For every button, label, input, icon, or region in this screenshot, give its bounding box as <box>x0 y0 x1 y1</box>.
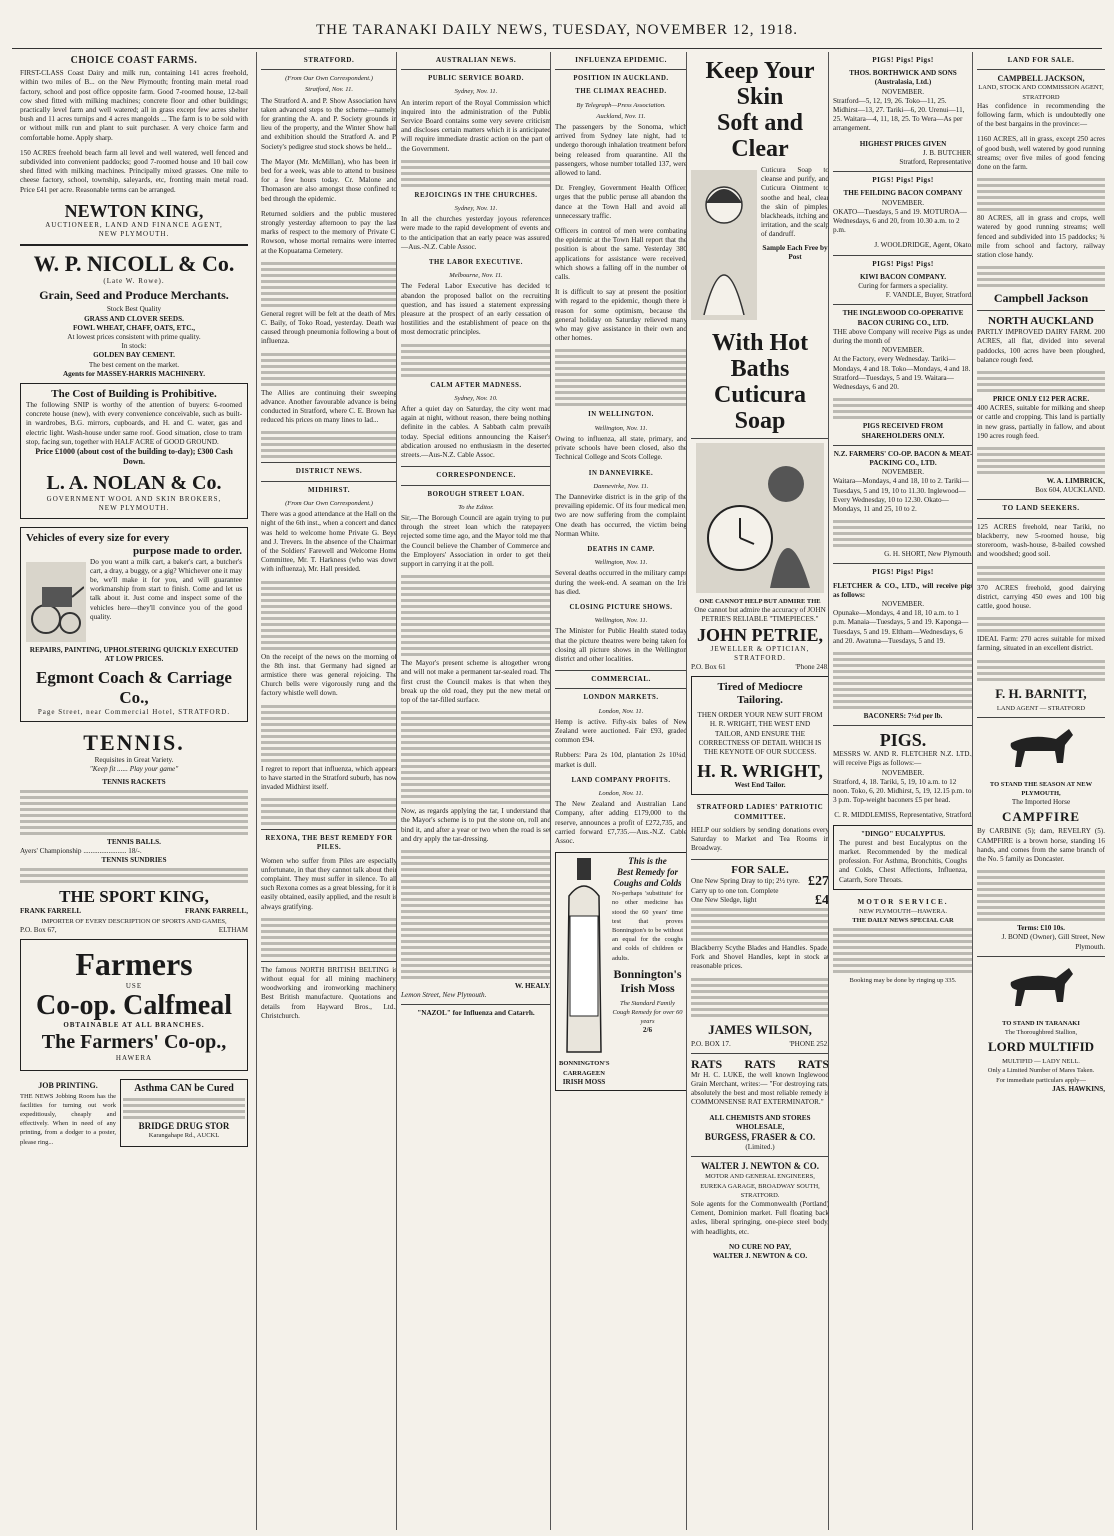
fielding-month: NOVEMBER. <box>881 198 925 207</box>
cuticura-heading-4: Cuticura Soap <box>714 382 806 434</box>
campfire-text: By CARBINE (5); dam, REVELRY (5). CAMPFIRE is a brown horse, standing 16 hands, and comes from the same branch of the No. 5 family as Doncaster. <box>977 827 1105 863</box>
letter-signature: W. HEALY. <box>514 981 551 990</box>
tennis-sundries: TENNIS SUNDRIES <box>101 856 167 865</box>
calm-dateline: Sydney, Nov. 10. <box>454 394 498 402</box>
to-the-editor: To the Editor. <box>458 503 494 511</box>
petrie-phone: 'Phone 248. <box>795 663 829 672</box>
buggy-icon <box>28 567 84 637</box>
picture-shows-text: The Minister for Public Health stated today that the picture theatres were being taken for closing all picture shows in the Wellington district and other localities. <box>555 627 687 663</box>
letter-address: Lemon Street, New Plymouth. <box>401 991 487 1000</box>
bottle-irish-moss: IRISH MOSS <box>562 1077 606 1086</box>
tennis-sub: Requisites in Great Variety. <box>94 756 174 765</box>
sale-price-1: £27 <box>808 874 829 890</box>
bonnington-text: No-perhaps 'substitute' for no other medicine has stood the 60 years' time test that proves Bonnington's to be without an equal for the coughs and colds of children or adults. <box>612 890 683 962</box>
inglewood-text: THE above Company will receive Pigs as under during the month of <box>833 327 973 346</box>
belting-ad: The famous NORTH BRITISH BELTING is without equal for all mining machinery, woodworking and ironworking machinery. Best British manufacture. Quotations and details from Hayward Bros., Ltd., Christchurch. <box>261 965 397 1020</box>
australian-news-heading: AUSTRALIAN NEWS. <box>435 56 517 64</box>
bonnington-price: 2/6 <box>642 1026 653 1035</box>
column-1 <box>20 52 248 1530</box>
cj-sub: LAND, STOCK AND COMMISSION AGENT, STRATFORD <box>978 84 1104 101</box>
vehicles-text: Do you want a milk cart, a baker's cart, a butcher's cart, a dray, a buggy, or a gig? Whichever one it may be, we'll make it for you, and will guarantee workmanship from start to finish. Come and let us talk about it. Just come and inspect some of the vehicles here—they'll convince you of the good quality. <box>90 557 242 621</box>
imported-horse: The Imported Horse <box>1011 798 1071 807</box>
watch-tag: ONE CANNOT HELP BUT ADMIRE THE <box>699 598 821 605</box>
sport-king-name: THE SPORT KING, <box>59 887 209 907</box>
column-4 <box>550 52 687 1530</box>
wellington-text: Owing to influenza, all state, primary, and private schools have been closed, also the Technical College and Scots College. <box>555 434 687 462</box>
borthwick-agent-sub: Stratford, Representative. <box>899 158 973 167</box>
nicoll-cement: GOLDEN BAY CEMENT. <box>93 351 175 360</box>
rats-text: Mr H. C. LUKE, the well known Inglewood Grain Merchant, writes:— "For destroying rats, absolutely the best and most reliable remedy is COMMONSENSE RAT EXTERMINATOR." <box>691 1070 829 1107</box>
sport-town: ELTHAM <box>218 925 248 934</box>
tennis-sundries-list <box>20 868 248 883</box>
bottle-brand: BONNINGTON'S CARRAGEEN <box>559 1060 610 1077</box>
borthwick-prices: HIGHEST PRICES GIVEN <box>859 139 947 148</box>
borthwick-agent: J. B. BUTCHER, <box>922 148 973 157</box>
bonnington-name: Bonnington's Irish Moss <box>613 966 682 995</box>
farms-heading: CHOICE COAST FARMS. <box>70 55 198 66</box>
pigs-banner-2: PIGS! Pigs! Pigs! <box>872 176 934 185</box>
climax-heading: THE CLIMAX REACHED. <box>575 88 667 96</box>
for-sale-heading: FOR SALE. <box>731 864 789 877</box>
pocket-watch-icon <box>700 448 820 588</box>
stand-season: TO STAND THE SEASON AT NEW PLYMOUTH, <box>989 780 1093 797</box>
pigs-month: NOVEMBER. <box>881 768 925 777</box>
newton-footer: WALTER J. NEWTON & CO. <box>712 1251 808 1260</box>
jobbing-heading: JOB PRINTING. <box>38 1080 98 1090</box>
motor-table-head: THE DAILY NEWS SPECIAL CAR <box>852 917 954 925</box>
nz-farmers-month: NOVEMBER. <box>881 468 925 477</box>
tennis-price-list <box>20 790 248 835</box>
bonnington-tag-1: This is the <box>628 856 667 867</box>
nicoll-grass: GRASS AND CLOVER SEEDS. <box>84 314 184 323</box>
woman-icon <box>694 175 754 315</box>
wright-sub: West End Tailor. <box>734 781 786 790</box>
petrie-sub: JEWELLER & OPTICIAN, <box>710 644 810 653</box>
labor-heading: THE LABOR EXECUTIVE. <box>428 259 524 267</box>
dingo-ad <box>833 825 973 890</box>
public-service-text: An interim report of the Royal Commission which inquired into the administration of the Public Service Board contains some very severe criticism and discloses certain matters which it is anticipated will require immediate drastic action on the part of the Government. <box>401 98 551 153</box>
wellington-dateline: Wellington, Nov. 11. <box>594 424 648 432</box>
rats-2: RATS <box>744 1056 776 1071</box>
midhirst-para-3: I regret to report that influenza, which appears to have started in the Stratford suburb, has now invaded Midhirst itself. <box>261 764 397 791</box>
no-cure-no-pay: NO CURE NO PAY, <box>728 1242 792 1251</box>
stratford-para-5: The Allies are continuing their sweeping advance. Another favourable advance is being conducted in Stratford, where C. E. Brown has reduced his prices on many lines to lad... <box>261 388 397 425</box>
cj-1160: 1160 ACRES, all in grass, except 250 acres of good bush, well watered by good running streams; over five miles of good fencing done on the farm. <box>977 135 1105 172</box>
nicoll-best: The best cement on the market. <box>88 360 180 369</box>
borthwick-schedule: Stratford—5, 12, 19, 26. Toko—11, 25. Midhirst—13, 27. Tariki—6, 20. Urenui—11, 25. Waitara—4, 11, 18, 25. To Wera—As per arrangement. <box>833 96 965 133</box>
kiwi-sub: Curing for farmers a speciality. <box>858 282 948 291</box>
tennis-rackets: TENNIS RACKETS <box>102 777 166 786</box>
kiwi-name: KIWI BACON COMPANY. <box>859 272 947 281</box>
land-company-dateline: London, Nov. 11. <box>598 789 644 797</box>
petrie-name: JOHN PETRIE, <box>696 624 824 645</box>
chemists: ALL CHEMISTS AND STORES WHOLESALE, <box>709 1113 811 1131</box>
farmers-coop-name: The Farmers' Co-op., <box>41 1031 227 1054</box>
wright-name: H. R. WRIGHT, <box>697 761 823 782</box>
deaths-text: Several deaths occurred in the military camps during the week-end. A seaman on the Iris has died. <box>555 569 687 596</box>
land-for-sale-heading: LAND FOR SALE. <box>1007 56 1075 64</box>
rexona-heading: REXONA, THE BEST REMEDY FOR PILES. <box>265 835 393 852</box>
rexona-text: Women who suffer from Piles are especially unfortunate, in that they cannot talk about their complaint. They must suffer in silence. To all such Rexona comes as a great blessing, for it is easily obtained, easily applied, and the result is always gratifying. <box>261 856 397 911</box>
press-association: By Telegraph—Press Association. <box>576 101 666 109</box>
watch-text: One cannot but admire the accuracy of JOHN PETRIE'S RELIABLE "TIMEPIECES." <box>694 606 826 624</box>
cuticura-heading-1: Keep Your Skin <box>705 58 815 110</box>
cuticura-text: Cuticura Soap to cleanse and purify, and Cuticura Ointment to soothe and heal, clear the skin of pimples, blackheads, itching and irritation, and the scalp of dandruff. <box>761 166 829 239</box>
limbrick-name: W. A. LIMBRICK, <box>1046 477 1105 486</box>
inglewood-month: NOVEMBER. <box>881 346 925 355</box>
seekers-125: 125 ACRES freehold, near Tariki, no blackberry, new 5-roomed house, big storeroom, wash-house, 8-bailed cowshed and woodshed; good soil. <box>977 522 1105 559</box>
nz-farmers-agent: G. H. SHORT, New Plymouth. <box>884 550 973 559</box>
land-company-heading: LAND COMPANY PROFITS. <box>571 776 671 784</box>
stratford-dateline: Stratford, Nov. 11. <box>304 86 354 94</box>
dingo-heading: "DINGO" EUCALYPTUS. <box>861 829 945 838</box>
dingo-text: The purest and best Eucalyptus on the market. Recommended by the medical profession. For Asthma, Bronchitis, Coughs and Colds, Chest Affections, Influenza, Catarrh, Sore Throats. <box>839 838 967 884</box>
petrie-illustration <box>696 443 824 593</box>
vehicles-heading: Vehicles of every size for every <box>26 531 170 544</box>
midhirst-para-2: On the receipt of the news on the morning of the 8th inst. that Germany had signed an armistice there was general rejoicing. The Church bells were vigorously rung and the factory whistle well down. <box>261 652 397 698</box>
farmers-town: HAWERA <box>115 1054 153 1063</box>
newton-king-town: NEW PLYMOUTH. <box>98 230 170 239</box>
bonnington-tag-3: Coughs and Colds <box>613 878 682 889</box>
cost-text: The following SNIP is worthy of the attention of buyers: 6-roomed concrete house (new), with every convenience conceivable, such as built-in wardrobes, B.G. mirrors, cupboards, and H. and C. water, gas and electric light. Wash-house under same roof. Good situation, close to tram stop, facing sun, together with HALF ACRE of GOOD GROUND. <box>26 401 242 446</box>
wilson-box: P.O. BOX 17. <box>691 1039 731 1048</box>
egmont-address: Page Street, near Commercial Hotel, STRATFORD. <box>37 707 231 716</box>
asthma-heading: Asthma CAN be Cured <box>134 1082 234 1094</box>
lord-only: Only a Limited Number of Mares Taken. <box>987 1067 1095 1075</box>
column-6 <box>828 52 973 1530</box>
bottle-icon <box>559 856 609 1056</box>
fletcher-intro: FLETCHER & CO., LTD., will receive pigs as follows: <box>833 581 973 599</box>
column-5 <box>686 52 829 1530</box>
nicoll-agents: Agents for MASSEY-HARRIS MACHINERY. <box>62 369 206 378</box>
campfire-terms: Terms: £10 10s. <box>1017 924 1065 933</box>
fielding-schedule: OKATO—Tuesdays, 5 and 19. MOTUROA—Wednesdays, 6 and 20, from 10.30 a.m. to 2 p.m. <box>833 207 967 235</box>
bonnington-ad <box>555 852 687 1091</box>
wellington-heading: IN WELLINGTON. <box>588 411 654 419</box>
column-2 <box>256 52 397 1530</box>
egmont-name: Egmont Coach & Carriage Co., <box>36 667 232 707</box>
pigs-heading: PIGS. <box>879 730 927 751</box>
cuticura-sample: Sample Each Free by Post <box>762 243 828 261</box>
motor-heading: MOTOR SERVICE. <box>857 897 949 906</box>
cuticura-heading-2: Soft and Clear <box>716 110 804 162</box>
borthwick-name: THOS. BORTHWICK AND SONS (Australasia, Ltd.) <box>849 69 957 87</box>
fletcher-month: NOVEMBER. <box>881 599 925 608</box>
burgess-name: BURGESS, FRASER & CO. <box>704 1132 816 1143</box>
pigs-banner-4: PIGS! Pigs! Pigs! <box>872 568 934 577</box>
nicoll-late: (Late W. Rowe). <box>103 277 165 286</box>
rubber-text: Rubbers: Para 2s 10d, plantation 2s 10¼d, market is dull. <box>555 751 687 769</box>
labor-text: The Federal Labor Executive has decided to abandon the proposed ballot on the recruiting question, and has issued a statement expressing pleasure at the prospect of an early cessation of hostilities and the establishment of peace on the most democratic principles. <box>401 282 551 337</box>
auckland-heading: POSITION IN AUCKLAND. <box>573 75 669 83</box>
newton-text: Sole agents for the Commonwealth (Portland) Cement, Dominion market. Full floating back axles, liberal springing, one-piece steel body, with headlights, etc. <box>691 1199 829 1236</box>
nazol-ad: "NAZOL" for Influenza and Catarrh. <box>417 1009 535 1018</box>
asthma-shop: BRIDGE DRUG STOR <box>138 1120 230 1131</box>
burgess-limited: (Limited.) <box>745 1143 775 1152</box>
district-news-heading: DISTRICT NEWS. <box>295 467 363 476</box>
buggy-illustration <box>26 562 86 642</box>
nolan-sub: GOVERNMENT WOOL AND SKIN BROKERS, <box>46 495 222 504</box>
auckland-para-4: It is difficult to say at present the position with regard to the epidemic, though there is reason for some optimism, because the general holiday on Saturday relieved many who may give assistance in their own and other homes. <box>555 288 687 343</box>
newton-sub: MOTOR AND GENERAL ENGINEERS, <box>705 1173 815 1181</box>
fielding-agent: J. WOOLDRIDGE, Agent, Okato. <box>874 241 973 250</box>
lord-owner: JAS. HAWKINS, <box>1052 1084 1105 1093</box>
borough-loan-heading: BOROUGH STREET LOAN. <box>427 490 525 498</box>
land-seekers-heading: TO LAND SEEKERS. <box>1002 504 1080 513</box>
barnitt-name: F. H. BARNITT, <box>995 685 1087 701</box>
petrie-town: STRATFORD. <box>734 653 786 662</box>
bonnington-foot: The Standard Family Cough Remedy for over 60 years <box>612 999 683 1026</box>
pigs-banner-3: PIGS! Pigs! Pigs! <box>872 259 934 268</box>
campfire-name: CAMPFIRE <box>1001 809 1081 825</box>
london-dateline: London, Nov. 11. <box>598 707 644 715</box>
farmers-use: USE <box>125 981 143 990</box>
cost-price: Price £1000 (about cost of the building to-day); £300 Cash Down. <box>35 447 233 467</box>
nz-farmers-name: N.Z. FARMERS' CO-OP. BACON & MEAT-PACKING CO., LTD. <box>833 449 973 467</box>
dannevirke-heading: IN DANNEVIRKE. <box>588 469 654 477</box>
barnitt-sub: LAND AGENT — STRATFORD <box>996 704 1086 712</box>
rats-3: RATS <box>797 1056 829 1071</box>
petrie-box: P.O. Box 61 <box>691 663 726 672</box>
tennis-balls: TENNIS BALLS. <box>107 837 161 846</box>
cost-heading: The Cost of Building is Prohibitive. <box>51 388 217 401</box>
commercial-heading: COMMERCIAL. <box>591 675 651 684</box>
picture-shows-dateline: Wellington, Nov. 11. <box>594 617 648 625</box>
vehicles-repairs: REPAIRS, PAINTING, UPHOLSTERING QUICKLY EXECUTED AT LOW PRICES. <box>29 645 239 663</box>
lord-apply: For immediate particulars apply— <box>996 1076 1086 1084</box>
farms-text: FIRST-CLASS Coast Dairy and milk run, containing 141 acres freehold, within two miles of B... on the New Plymouth; fronting main metal road factory, school and post office opposite farm. Good 7-roomed house, 12-bail cow shed fitted with milking machines; concrete floor and other buildings; practically level farm and well watered; all in grass except few acres shelter bush and 11 acres turnips and 4 acres mangolds ... The farm is to be sold with or without milk run and plant to suit purchaser. A very choice farm and comfortable home. Apply sharp. <box>20 69 248 142</box>
nz-farmers-schedule: Waitara—Mondays, 4 and 18, 10 to 2. Tariki—Tuesdays, 5 and 19, 10 to 11.30. Inglewood—Every Wednesday, 10 to 12.30. Okato—Mondays, 11 and 25, 10 to 2. <box>833 477 969 513</box>
bonnington-tag-2: Best Remedy for <box>617 867 678 878</box>
horse-illustration-1 <box>1001 722 1081 776</box>
ladies-text: HELP our soldiers by sending donations every Saturday to Market and Tea Rooms in Broadway. <box>691 825 829 853</box>
calm-heading: CALM AFTER MADNESS. <box>430 381 522 389</box>
sport-box: P.O. Box 67, <box>20 925 57 934</box>
calm-text: After a quiet day on Saturday, the city went mad again at night, without reason, there being nothing definite in the cables. A Sabbath calm prevails today. Special editions announcing the Kaiser's abdication aroused no enthusiasm in the deserted streets.—Aus-N.Z. Cable Assoc. <box>401 405 551 460</box>
auckland-para-2: Dr. Frengley, Government Health Officer, urges that the public peruse all abandon the dance at the Town Hall and avoid all unnecessary traffic. <box>555 184 687 220</box>
inglewood-schedule: At the Factory, every Wednesday. Tariki—Mondays, 4 and 18. Toko—Mondays, 4 and 18. Stratford—Tuesdays, 5 and 19. Waitara—Wednesdays, 6 and 20. <box>833 355 971 392</box>
cj-80: 80 ACRES, all in grass and crops, well watered by good running streams; well fenced and subdivided into 15 paddocks; ¾ mile from school and factory, railway station close handy. <box>977 214 1105 260</box>
influenza-heading: INFLUENZA EPIDEMIC. <box>575 56 667 64</box>
tennis-slogan: "Keep fit ...... Play your game" <box>89 765 179 774</box>
campfire-owner: J. BOND (Owner), Gill Street, New Plymouth. <box>1001 933 1105 951</box>
sport-right: FRANK FARRELL, <box>185 907 248 916</box>
hemp-text: Hemp is active. Fifty-six bales of New Zealand were auctioned. Fair £93, graded common £94. <box>555 717 687 745</box>
nicoll-tagline: Grain, Seed and Produce Merchants. <box>39 288 229 303</box>
baconers-price: BACONERS: 7½d per lb. <box>863 711 943 720</box>
midhirst-heading: MIDHIRST. <box>308 485 350 494</box>
seekers-ideal: IDEAL Farm: 270 acres suitable for mixed farming, situated in an excellent district. <box>977 635 1105 653</box>
divider <box>20 244 248 246</box>
deaths-heading: DEATHS IN CAMP. <box>587 545 655 553</box>
masthead <box>0 0 1114 46</box>
farmers-heading: Farmers <box>75 945 193 982</box>
cj-name: CAMPBELL JACKSON, <box>997 74 1085 84</box>
north-auckland-heading: NORTH AUCKLAND <box>988 315 1094 328</box>
sale-price-2: £4 <box>815 892 829 908</box>
labor-dateline: Melbourne, Nov. 11. <box>449 272 503 280</box>
wright-tailor-ad <box>691 676 829 795</box>
midhirst-para-1: There was a good attendance at the Hall on the night of the 6th inst., when a concert and dance was held to welcome home Private G. Beye and J. Trevers. In the absence of the Chairman of the Soldiers' Farewell and Welcome Home Committee, Mr. T. Harkness (who was down with influenza), Mr. Hall presided. <box>261 510 397 574</box>
wilson-phone: 'PHONE 252. <box>789 1039 829 1048</box>
sale-item-1: One New Spring Dray to tip; 2½ tyre. Carry up to one ton. Complete <box>691 877 800 895</box>
north-auckland-price: PRICE ONLY £12 PER ACRE. <box>992 395 1090 404</box>
rejoicings-dateline: Sydney, Nov. 11. <box>454 205 498 213</box>
rejoicings-heading: REJOICINGS IN THE CHURCHES. <box>414 191 538 199</box>
pigs-schedule: Stratford, 4, 18. Tariki, 5, 19, 10 a.m. to 12 noon. Toko, 6, 20. Midhirst, 5, 19, 12.15 p.m. to 3 p.m. Top-weight baconers £5 per head. <box>833 777 972 805</box>
column-7 <box>972 52 1105 1530</box>
nolan-name: L. A. NOLAN & Co. <box>46 472 222 495</box>
nicoll-price: At lowest prices consistent with prime quality. <box>67 333 201 342</box>
tired-text: THEN ORDER YOUR NEW SUIT FROM H. R. WRIGHT, THE WEST END TAILOR, AND ENSURE THE CORRECTNESS OF DETAIL WHICH IS THE KEYNOTE OF OUR SUCCESS. <box>697 711 823 757</box>
seekers-370: 370 ACRES freehold, good dairying district, carrying 450 ewes and 100 big cattle, good house. <box>977 583 1105 610</box>
stratford-para-2: The Mayor (Mr. McMillan), who has been in bed for a week, was able to attend to business for a few hours today. Cr. Malone and Thomason are also amongst those confined to bed through the epidemic. <box>261 157 397 203</box>
stratford-heading: STRATFORD. <box>303 56 355 64</box>
thoroughbred: The Thoroughbred Stallion, <box>1004 1028 1078 1036</box>
newton-king-sub: AUCTIONEER, LAND AND FINANCE AGENT, <box>45 220 223 229</box>
nicoll-stock: Stock Best Quality <box>106 305 162 314</box>
stratford-correspondent: (From Our Own Correspondent.) <box>285 75 373 83</box>
auckland-para-1: The passengers by the Sonoma, which arrived from Sydney late night, had to undergo thorough inhalation treatment before being released from quarantine. All the passengers, whose number totalled 137, were allowed to land. <box>555 123 687 178</box>
horse-illustration-2 <box>1001 961 1081 1015</box>
tennis-heading: TENNIS. <box>83 730 185 756</box>
stratford-para-4: General regret will be felt at the death of Mrs. C. Baily, of Toko Road, yesterday. Death was caused through pneumonia following a bout of influenza. <box>261 309 397 346</box>
letter-para-2: The Mayor's present scheme is altogether wrong and will not make a permanent tar-sealed road. The first crust the Council makes is that when they break up the old road, they put the new metal on top of the tar-filled surface. <box>401 659 551 704</box>
sport-line: IMPORTER OF EVERY DESCRIPTION OF SPORTS AND GAMES, <box>41 917 227 925</box>
masthead-title: THE TARANAKI DAILY NEWS, TUESDAY, NOVEMBER 12, 1918. <box>316 22 798 38</box>
rats-1: RATS <box>691 1056 723 1071</box>
nicoll-instock: In stock: <box>121 342 147 351</box>
nolan-town: NEW PLYMOUTH. <box>98 504 170 513</box>
picture-shows-heading: CLOSING PICTURE SHOWS. <box>569 603 673 611</box>
london-markets-heading: LONDON MARKETS. <box>583 694 659 702</box>
fletcher-schedule: Opunake—Mondays, 4 and 18, 10 a.m. to 1 p.m. Manaia—Tuesdays, 5 and 19. Kaponga—Tuesdays, 5 and 19. Eltham—Wednesdays, 6 and 20. Awatuna—Tuesdays, 5 and 19. <box>833 609 969 645</box>
masthead-rule <box>12 48 1102 49</box>
tired-heading: Tired of Mediocre Tailoring. <box>717 681 803 707</box>
tennis-championship: Ayers' Championship ........................ 18/-. <box>20 846 142 855</box>
dannevirke-dateline: Dannevirke, Nov. 11. <box>593 482 649 490</box>
stratford-para-1: The Stratford A. and P. Show Association have taken advanced steps to the scheme—namely, for granting the A. and P. Society grounds in lieu of the property, and the Winter Show hall and exhibition should the Stratford A. and P. Society's pedigree stud stock shows be held... <box>261 96 397 151</box>
letter-para-3: Now, as regards applying the tar, I understand that the Mayor's scheme is to put the stone on, roll and bind it, and after a year or two when the road is set and dry apply the tar-dressing. <box>401 807 551 843</box>
auckland-para-3: Officers in control of men were combating the epidemic at the Town Hall report that the position is about the same. Yesterday 380 applications for assistance were received, which shows a falling off in the number of calls. <box>555 227 687 282</box>
cuticura-heading-3: With Hot Baths <box>711 330 809 382</box>
farmers-calfmeal: Co-op. Calfmeal <box>36 990 232 1022</box>
horse-icon-2 <box>1001 962 1081 1014</box>
jobbing-text: THE NEWS Jobbing Room has the facilities for turning out work expeditiously, cheaply and effectively. When in need of any printing, from a dodger to a poster, please ring... <box>20 1092 116 1146</box>
land-company-text: The New Zealand and Australian Land Company, after adding £179,000 to the reserve, announces a profit of £272,735, and carried forward £7,735.—Aus.-N.Z. Cable Assoc. <box>555 800 687 845</box>
nicoll-name: W. P. NICOLL & Co. <box>33 251 235 277</box>
inglewood-name: THE INGLEWOOD CO-OPERATIVE BACON CURING CO., LTD. <box>842 309 964 327</box>
horse-icon <box>1001 723 1081 775</box>
woman-illustration <box>691 170 757 320</box>
pigs-text: MESSRS W. AND R. FLETCHER N.Z. LTD., will receive Pigs as follows:— <box>833 750 973 768</box>
lord-multifid: LORD MULTIFID <box>987 1039 1095 1055</box>
cj-intro: Has confidence in recommending the following farm, which is undoubtedly one of the best bargains in the province:— <box>977 101 1105 129</box>
sale-text: Blackberry Scythe Blades and Handles. Spade, Fork and Shovel Handles, kept in stock at reasonable prices. <box>691 944 829 971</box>
asthma-ad <box>120 1079 248 1147</box>
column-3 <box>396 52 551 1530</box>
acres-text: 150 ACRES freehold beach farm all level and well watered, well fenced and subdivided into convenient paddocks; good 7-roomed house and 10 bail cow shed fitted with milking machines. Principally mixed grasses. One mile to cheese factory, school, township, saleyards, etc, fronting main metal road. Price £41 per acre. Reasonable terms can be arranged. <box>20 148 248 194</box>
egmont-coach-ad <box>20 527 248 723</box>
kiwi-agent: F. VANDLE, Buyer, Stratford. <box>885 291 973 300</box>
rejoicings-text: In all the churches yesterday joyous references were made to the rapid development of events and to the anticipation that an early peace was assured. —Aus.-N.Z. Cable Assoc. <box>401 215 551 251</box>
north-auckland-text: PARTLY IMPROVED DAIRY FARM. 200 ACRES, all flat, divided into several paddocks, 100 acres have been ploughed, balance rough feed. <box>977 328 1105 364</box>
limbrick-sub: Box 604, AUCKLAND. <box>1035 486 1105 495</box>
auckland-dateline: Auckland, Nov. 11. <box>596 112 646 120</box>
asthma-address: Karangahape Rd., AUCKL <box>148 1131 220 1139</box>
stratford-para-3: Returned soldiers and the public mustered strongly yesterday afternoon to pay the last marks of respect to the memory of Private C. Rowson, whose mortal remains were interred at the Kopuatama Cemetery. <box>261 209 397 255</box>
public-service-heading: PUBLIC SERVICE BOARD. <box>428 75 524 83</box>
cost-of-building-ad <box>20 383 248 518</box>
shareholders-only: PIGS RECEIVED FROM SHAREHOLDERS ONLY. <box>861 422 945 440</box>
wilson-name: JAMES WILSON, <box>708 1021 812 1037</box>
north-auckland-400: 400 ACRES, suitable for milking and sheep or cattle and cropping. This land is partially in new grass, partially in fallow, and about 190 acres rough feed. <box>977 404 1105 440</box>
ladies-heading: STRATFORD LADIES' PATRIOTIC COMMITTEE. <box>696 803 824 821</box>
farmers-coop-ad <box>20 939 248 1071</box>
pigs-agent: C. R. MIDDLEMISS, Representative, Stratford. <box>834 811 973 820</box>
vehicles-heading-2: purpose made to order. <box>133 544 242 557</box>
correspondence-heading: CORRESPONDENCE. <box>436 471 516 480</box>
sale-item-2: One New Sledge, light <box>691 895 757 904</box>
motor-foot: Booking may be done by ringing up 335. <box>849 977 957 985</box>
farmers-obtainable: OBTAINABLE AT ALL BRANCHES. <box>63 1021 205 1030</box>
cj-signature: Campbell Jackson <box>993 291 1089 306</box>
lord-sub: MULTIFID — LADY NELL. <box>1002 1058 1080 1066</box>
newton-name: WALTER J. NEWTON & CO. <box>700 1161 820 1172</box>
stand-taranaki: TO STAND IN TARANAKI <box>1002 1019 1080 1027</box>
deaths-dateline: Wellington, Nov. 11. <box>594 559 648 567</box>
borthwick-month: NOVEMBER. <box>881 87 925 96</box>
public-service-dateline: Sydney, Nov. 11. <box>454 88 498 96</box>
sport-left: FRANK FARRELL <box>20 907 82 916</box>
midhirst-correspondent: (From Our Own Correspondent.) <box>285 499 373 507</box>
nicoll-fowl: FOWL WHEAT, CHAFF, OATS, ETC., <box>72 323 195 332</box>
letter-para-1: Sir,—The Borough Council are again trying to put through the street loan which the ratepayers rejected some time ago, and the Mayor told me that the Council believe the Chamber of Commerce and the Employers' Association in order to get their support in carrying it at the poll. <box>401 513 551 568</box>
fielding-name: THE FEILDING BACON COMPANY <box>843 189 963 198</box>
motor-sub: NEW PLYMOUTH—HAWERA. <box>859 908 947 915</box>
eureka-garage: EUREKA GARAGE, BROADWAY SOUTH, STRATFORD. <box>700 1182 820 1199</box>
pigs-banner-1: PIGS! Pigs! Pigs! <box>872 56 934 64</box>
dannevirke-text: The Dannevirke district is in the grip of the prevailing epidemic. Of its four medical men, two are now suffering from the complaint. One death has occurred, the victim being Norman White. <box>555 492 687 538</box>
newton-king-name: NEWTON KING, <box>64 200 204 221</box>
